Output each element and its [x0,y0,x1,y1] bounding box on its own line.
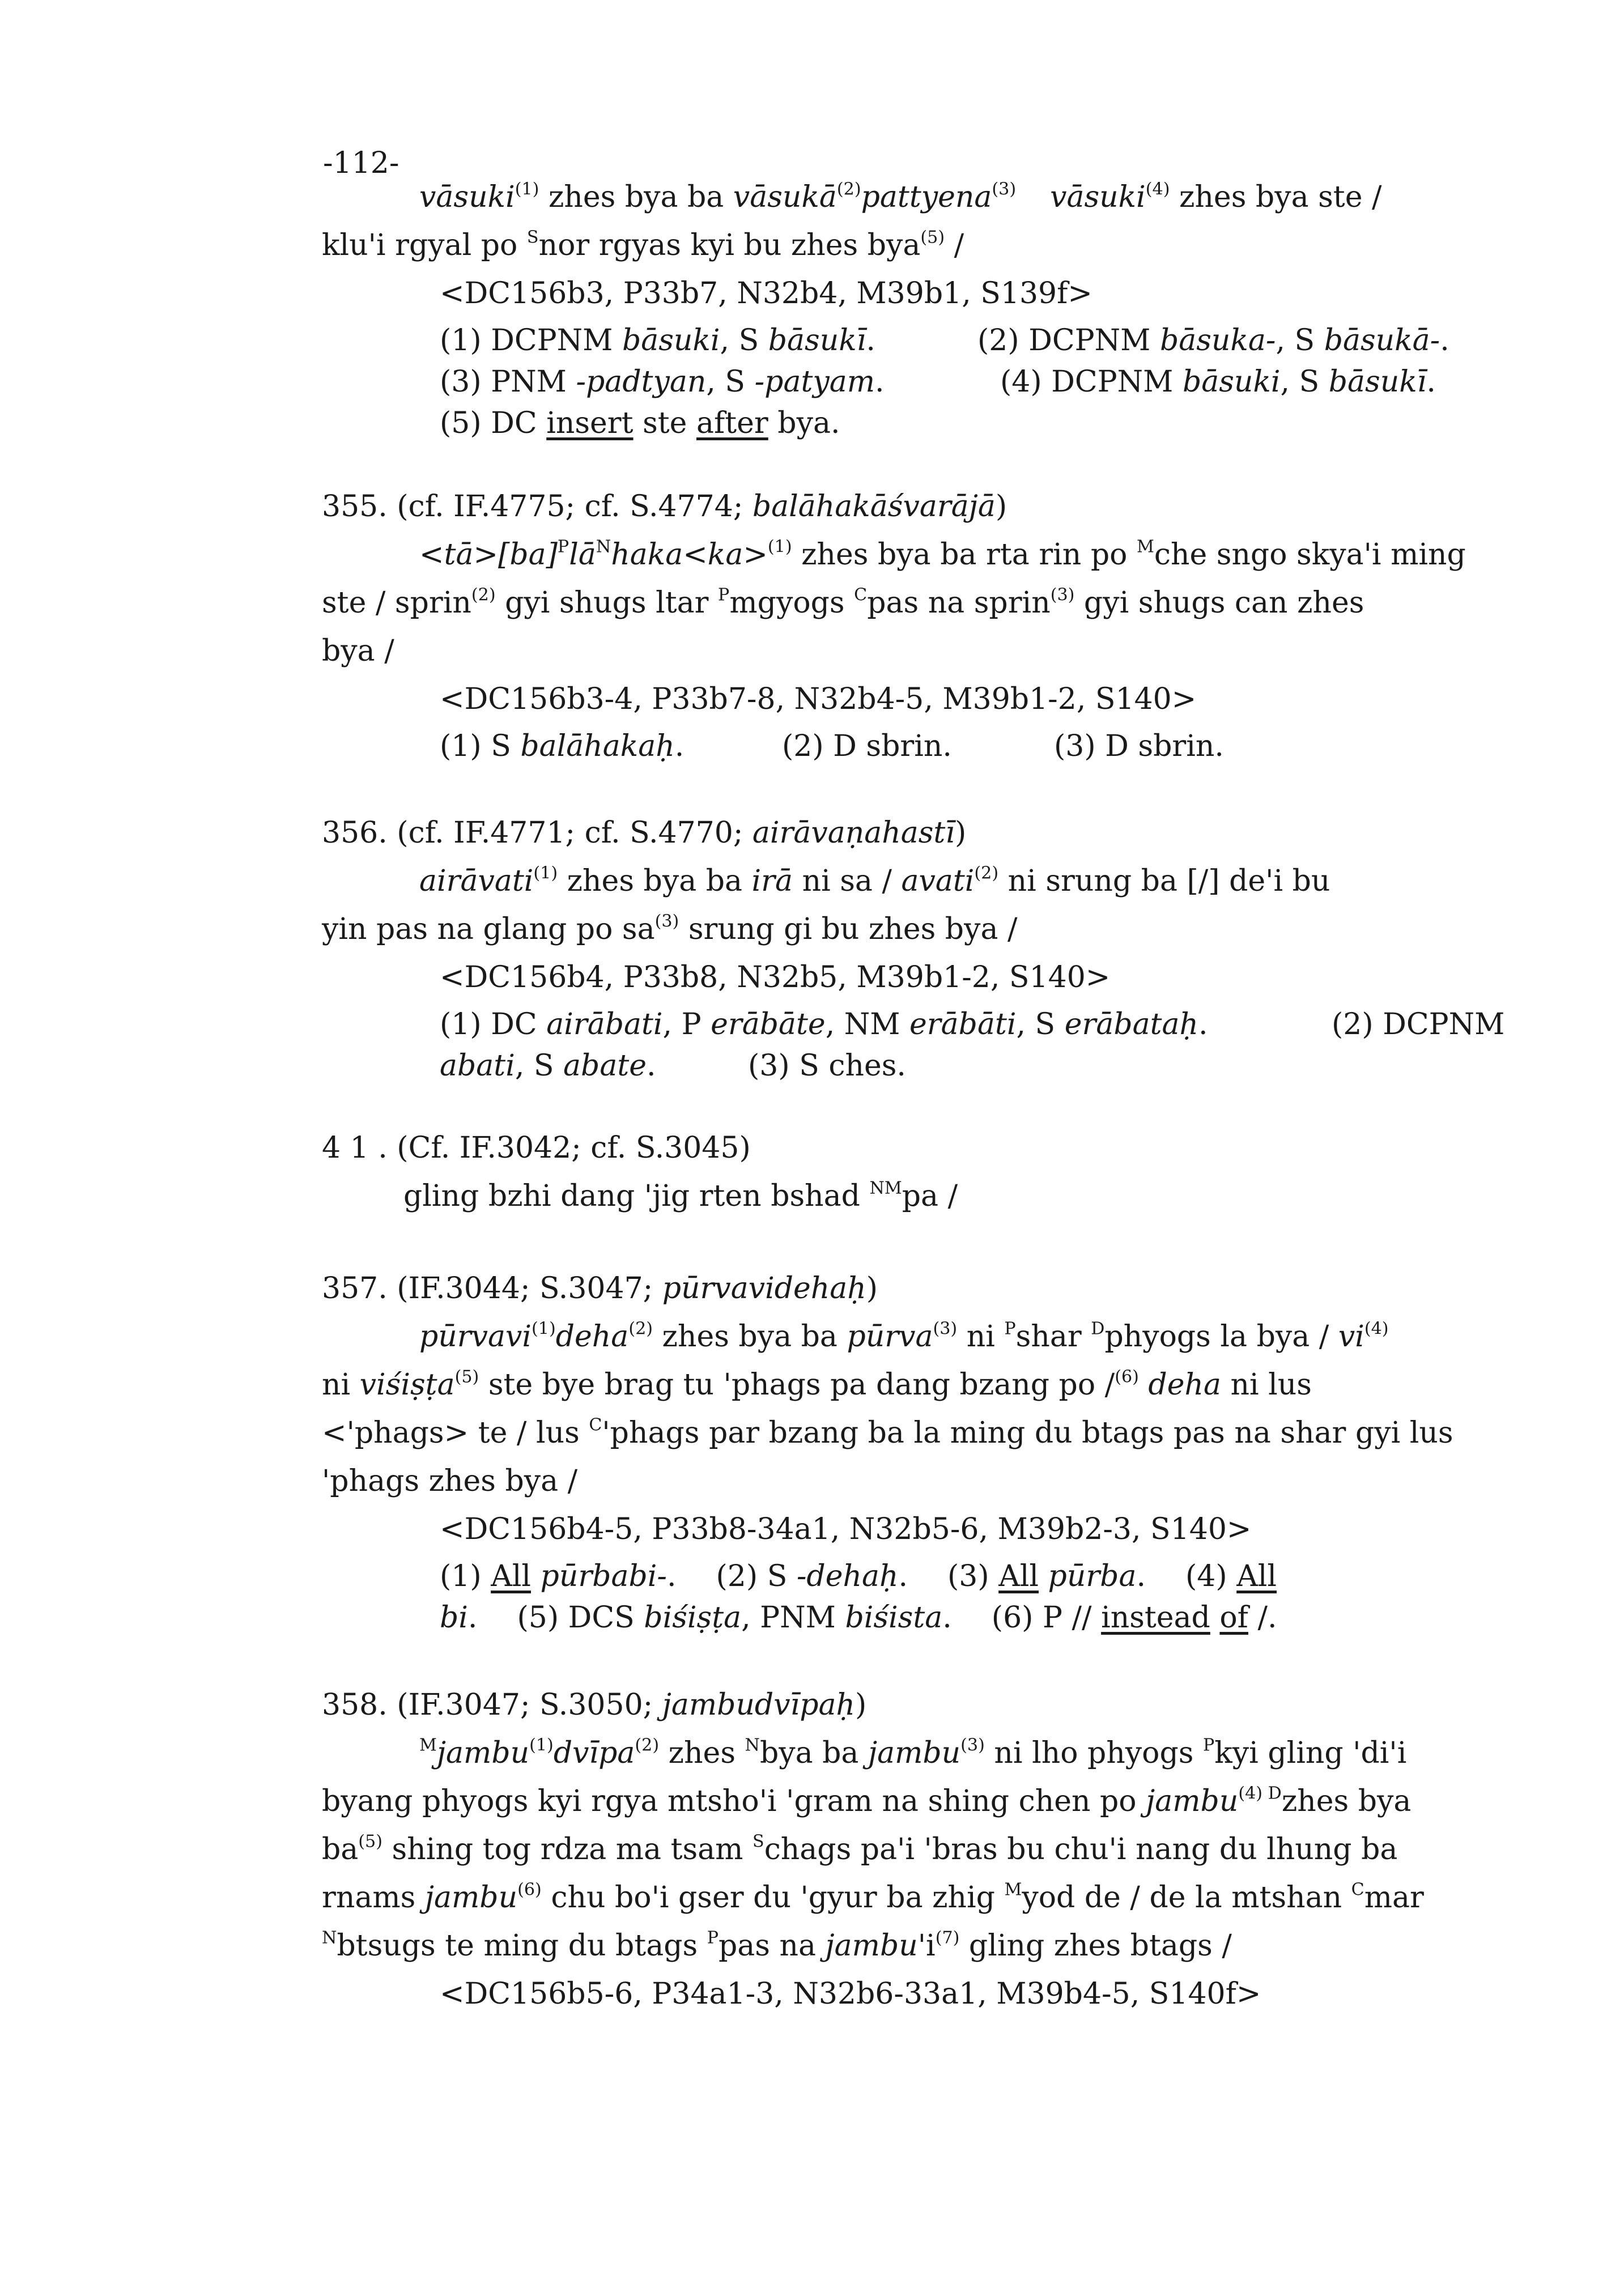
entry-358-line-1: $^M$jambu$^{(1)}$dvīpa$^{(2)}$ zhes $^N$bya ba jambu$^{(3)}$ ni lho phyogs $^P$kyi gling 'di'i [419,1735,1407,1770]
entry-356-line-1: airāvati$^{(1)}$ zhes bya ba irā ni sa / avati$^{(2)}$ ni srung ba [/] de'i bu [419,863,1330,898]
entry-355-refs: <DC156b3-4, P33b7-8, N32b4-5, M39b1-2, S140> [440,682,1197,716]
section-41-title: gling bzhi dang 'jig rten bshad $^{NM}$pa / [403,1178,958,1213]
entry-357-notes-line-2: bi. (5) DCS biśiṣṭa, PNM biśista. (6) P // instead of /. [440,1601,1277,1635]
entry-357-line-1: pūrvavi$^{(1)}$deha$^{(2)}$ zhes bya ba pūrva$^{(3)}$ ni $^P$shar $^D$phyogs la bya / $vi^{(4)}$ [419,1319,1389,1354]
entry-355-note-1: (1) S balāhakaḥ. [440,729,685,763]
entry-357-line-2: ni viśiṣṭa$^{(5)}$ ste bye brag tu 'phags pa dang bzang po /$^{(6)}$ deha ni lus [322,1367,1312,1402]
entry-356-refs: <DC156b4, P33b8, N32b5, M39b1-2, S140> [440,960,1111,994]
entry-355-line-1: $<tā>[ba]^Plā^Nhaka<ka>^{(1)}$ zhes bya ba rta rin po $^M$che sngo skya'i ming [419,537,1466,572]
entry-358-refs: <DC156b5-6, P34a1-3, N32b6-33a1, M39b4-5, S140f> [440,1977,1261,2011]
entry-356-note-2: (2) DCPNM [1332,1007,1505,1041]
entry-358-line-5: $^N$btsugs te ming du btags $^P$pas na $jambu'i^{(7)}$ gling zhes btags / [322,1928,1232,1963]
entry-358-line-3: $ba^{(5)}$ shing tog rdza ma tsam $^S$chags pa'i 'bras bu chu'i nang du lhung ba [322,1831,1398,1866]
entry-vasuki-line-2: klu'i rgyal po $^S$nor rgyas kyi bu zhes bya$^{(5)}$ / [322,227,964,262]
entry-355-note-3: (3) D sbrin. [1054,729,1224,763]
page-number: -112- [323,146,399,180]
entry-355-line-2: ste / sprin$^{(2)}$ gyi shugs ltar $^P$mgyogs $^C$pas na sprin$^{(3)}$ gyi shugs can zhes [322,585,1364,620]
entry-356-note-2-cont: abati, S abate. [440,1049,656,1083]
entry-357-line-3: <'phags> te / lus $^C$'phags par bzang ba la ming du btags pas na shar gyi lus [322,1415,1453,1450]
entry-358-line-4: rnams jambu$^{(6)}$ chu bo'i gser du 'gyur ba zhig $^M$yod de / de la mtshan $^C$mar [322,1880,1424,1915]
entry-vasuki-refs: <DC156b3, P33b7, N32b4, M39b1, S139f> [440,277,1092,311]
entry-vasuki-line-1: vāsuki$^{(1)}$ zhes bya ba vāsukā$^{(2)}$pattyena$^{(3)}$ vāsuki$^{(4)}$ zhes bya ste / [419,179,1382,214]
entry-356-note-1: (1) DC airābati, P erābāte, NM erābāti, S erābataḥ. [440,1007,1208,1041]
entry-355-line-3: bya / [322,634,394,668]
entry-357-heading: 357. (IF.3044; S.3047; pūrvavidehaḥ) [322,1272,878,1306]
entry-355-heading: 355. (cf. IF.4775; cf. S.4774; balāhakāśvarājā) [322,490,1007,524]
entry-357-notes-line-1: (1) All pūrbabi-. (2) S -dehaḥ. (3) All pūrba. (4) All [440,1559,1277,1593]
entry-358-heading: 358. (IF.3047; S.3050; jambudvīpaḥ) [322,1688,867,1722]
entry-357-refs: <DC156b4-5, P33b8-34a1, N32b5-6, M39b2-3, S140> [440,1512,1252,1546]
section-41-heading: 4 1 . (Cf. IF.3042; cf. S.3045) [322,1131,751,1165]
entry-358-line-2: byang phyogs kyi rgya mtsho'i 'gram na shing chen po jambu$^{(4)}$ $^D$zhes bya [322,1783,1412,1818]
entry-356-note-3: (3) S ches. [748,1049,906,1083]
entry-vasuki-note-5: (5) DC insert ste after bya. [440,406,840,440]
entry-356-line-2: yin pas na glang po $sa^{(3)}$ srung gi bu zhes bya / [322,911,1018,946]
entry-vasuki-note-2: (2) DCPNM bāsuka-, S bāsukā-. [977,324,1449,358]
entry-355-note-2: (2) D sbrin. [782,729,952,763]
entry-vasuki-note-3: (3) PNM -padtyan, S -patyam. [440,365,885,399]
entry-357-line-4: 'phags zhes bya / [322,1464,578,1498]
entry-356-heading: 356. (cf. IF.4771; cf. S.4770; airāvaṇahastī) [322,816,967,850]
entry-vasuki-note-4: (4) DCPNM bāsuki, S bāsukī. [1000,365,1436,399]
entry-vasuki-note-1: (1) DCPNM bāsuki, S bāsukī. [440,324,875,358]
